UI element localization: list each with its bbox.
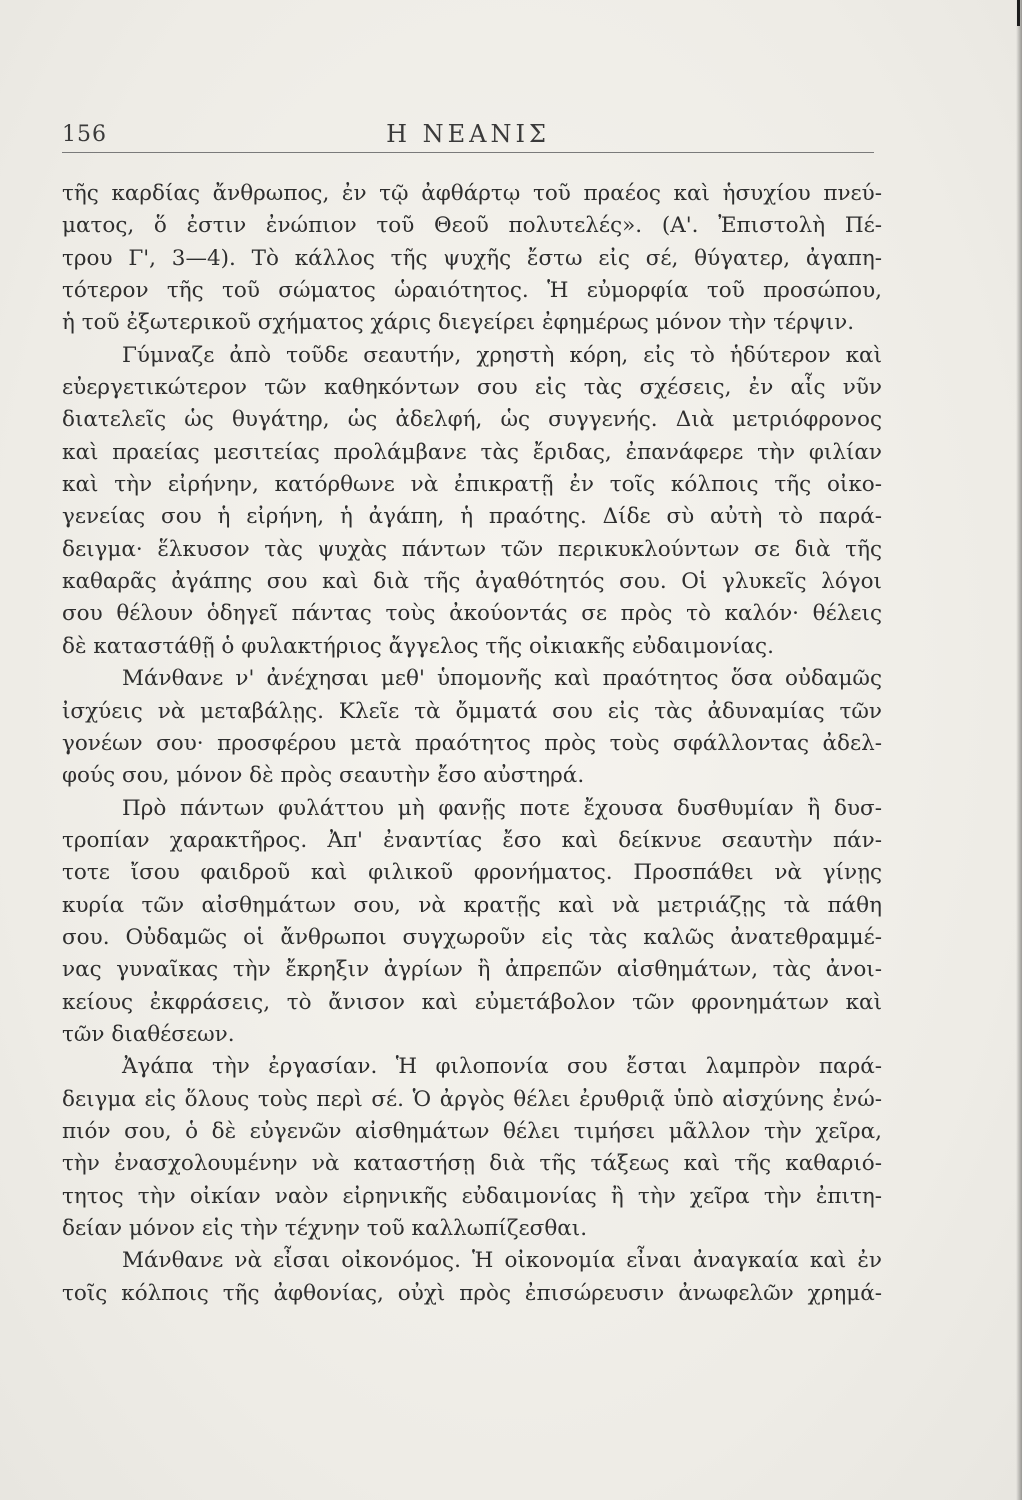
text-line: δὲ καταστάθῇ ὁ φυλακτήριος ἄγγελος τῆς οἰκιακῆς εὐδαιμονίας. [62,633,774,659]
text-line: τὴν ἐνασχολουμένην νὰ καταστήσῃ διὰ τῆς τάξεως καὶ τῆς καθαριό- [62,1151,882,1177]
running-title: Η ΝΕΑΝΙΣ [386,120,550,148]
text-line: τότερον τῆς τοῦ σώματος ὡραιότητος. Ἡ εὐμορφία τοῦ προσώπου, [62,278,882,304]
text-line: ματος, ὅ ἐστιν ἐνώπιον τοῦ Θεοῦ πολυτελές». (Α'. Ἐπιστολὴ Πέ- [62,213,882,239]
text-line: νας γυναῖκας τὴν ἔκρηξιν ἀγρίων ἢ ἀπρεπῶν αἰσθημάτων, τὰς ἀνοι- [62,957,882,983]
text-line: ἰσχύεις νὰ μεταβάλῃς. Κλεῖε τὰ ὄμματά σου εἰς τὰς ἀδυναμίας τῶν [62,698,882,724]
page-number: 156 [62,122,107,147]
text-line: Μάνθανε νὰ εἶσαι οἰκονόμος. Ἡ οἰκονομία εἶναι ἀναγκαία καὶ ἐν [122,1248,882,1274]
text-line: φούς σου, μόνον δὲ πρὸς σεαυτὴν ἔσο αὐστηρά. [62,763,585,789]
text-line: δείαν μόνον εἰς τὴν τέχνην τοῦ καλλωπίζεσθαι. [62,1216,588,1241]
text-line: εὐεργετικώτερον τῶν καθηκόντων σου εἰς τὰς σχέσεις, ἐν αἷς νῦν [62,375,882,401]
text-line: τῆς καρδίας ἄνθρωπος, ἐν τῷ ἀφθάρτῳ τοῦ πραέος καὶ ἡσυχίου πνεύ- [62,181,882,206]
text-line: τροπίαν χαρακτῆρος. Ἀπ' ἐναντίας ἔσο καὶ δείκνυε σεαυτὴν πάν- [62,827,882,853]
text-line: Ἀγάπα τὴν ἐργασίαν. Ἡ φιλοπονία σου ἔσται λαμπρὸν παρά- [122,1054,882,1080]
text-line: δειγμα· ἕλκυσον τὰς ψυχὰς πάντων τῶν περικυκλούντων σε διὰ τῆς [62,536,882,562]
text-line: τοτε ἴσου φαιδροῦ καὶ φιλικοῦ φρονήματος. Προσπάθει νὰ γίνῃς [62,860,882,886]
text-line: κυρία τῶν αἰσθημάτων σου, νὰ κρατῇς καὶ νὰ μετριάζῃς τὰ πάθη [62,892,882,918]
text-line: γονέων σου· προσφέρου μετὰ πραότητος πρὸς τοὺς σφάλλοντας ἀδελ- [62,730,882,756]
text-line: διατελεῖς ὡς θυγάτηρ, ὡς ἀδελφή, ὡς συγγενής. Διὰ μετριόφρονος [62,407,882,433]
text-line: καὶ πραείας μεσιτείας προλάμβανε τὰς ἔριδας, ἐπανάφερε τὴν φιλίαν [62,439,882,465]
text-line: ἡ τοῦ ἐξωτερικοῦ σχήματος χάρις διεγείρει ἐφημέρως μόνον τὴν τέρψιν. [62,310,855,336]
text-line: γενείας σου ἡ εἰρήνη, ἡ ἀγάπη, ἡ πραότης. Δίδε σὺ αὐτὴ τὸ παρά- [62,504,882,530]
page-edge-mark [1017,0,1020,26]
body-text [62,178,882,1310]
text-line: Μάνθανε ν' ἀνέχησαι μεθ' ὑπομονῆς καὶ πραότητος ὅσα οὐδαμῶς [122,666,882,692]
page-edge-shadow [1016,0,1022,1500]
text-line: σου. Οὐδαμῶς οἱ ἄνθρωποι συγχωροῦν εἰς τὰς καλῶς ἀνατεθραμμέ- [62,924,882,950]
text-line: καθαρᾶς ἀγάπης σου καὶ διὰ τῆς ἀγαθότητός σου. Οἱ γλυκεῖς λόγοι [62,569,882,595]
text-line: κείους ἐκφράσεις, τὸ ἄνισον καὶ εὐμετάβολον τῶν φρονημάτων καὶ [62,989,882,1015]
text-line: δειγμα εἰς ὅλους τοὺς περὶ σέ. Ὁ ἀργὸς θέλει ἐρυθριᾷ ὑπὸ αἰσχύνης ἐνώ- [62,1086,882,1112]
text-line: πιόν σου, ὁ δὲ εὐγενῶν αἰσθημάτων θέλει τιμήσει μᾶλλον τὴν χεῖρα, [62,1118,882,1144]
text-line: καὶ τὴν εἰρήνην, κατόρθωνε νὰ ἐπικρατῇ ἐν τοῖς κόλποις τῆς οἰκο- [62,472,882,498]
text-line: τοῖς κόλποις τῆς ἀφθονίας, οὐχὶ πρὸς ἐπισώρευσιν ἀνωφελῶν χρημά- [62,1280,882,1306]
text-line: τῶν διαθέσεων. [62,1021,235,1047]
text-line: τητος τὴν οἰκίαν ναὸν εἰρηνικῆς εὐδαιμονίας ἢ τὴν χεῖρα τὴν ἐπιτη- [62,1183,882,1209]
text-line: Πρὸ πάντων φυλάττου μὴ φανῇς ποτε ἔχουσα δυσθυμίαν ἢ δυσ- [122,795,882,821]
text-line: Γύμναζε ἀπὸ τοῦδε σεαυτήν, χρηστὴ κόρη, εἰς τὸ ἡδύτερον καὶ [122,342,882,368]
text-line: τρου Γ', 3—4). Τὸ κάλλος τῆς ψυχῆς ἔστω εἰς σέ, θύγατερ, ἀγαπη- [62,245,882,271]
header-rule [62,152,874,153]
text-line: σου θέλουν ὁδηγεῖ πάντας τοὺς ἀκούοντάς σε πρὸς τὸ καλόν· θέλεις [62,601,882,627]
